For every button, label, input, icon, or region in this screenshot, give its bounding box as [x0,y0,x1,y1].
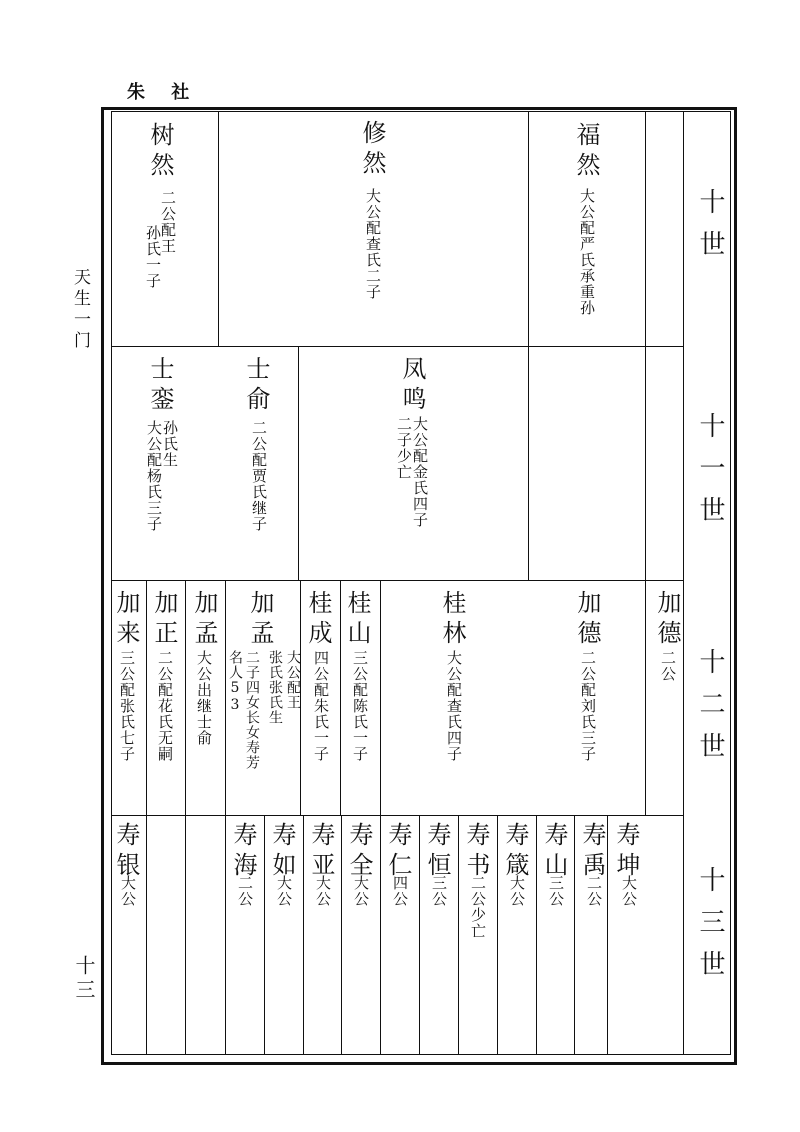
person-name: 寿书 [462,822,490,882]
person-note: 大公配查氏四子 [445,650,463,762]
person-name: 寿山 [540,822,568,882]
person-name: 桂山 [343,590,371,650]
person-name: 加来 [112,590,140,650]
person-note: 二子四女长女寿芳 [244,650,260,770]
person-note: 名人53 [227,650,243,714]
person-note: 大公配查氏二子 [364,188,382,300]
person-note: 三公配陈氏一子 [351,650,369,762]
person-note: 二公 [585,875,603,907]
person-name: 寿如 [268,822,296,882]
page-number: 十三 [72,955,96,1003]
person-name: 寿箴 [501,822,529,882]
person-note: 二子少亡 [395,416,413,480]
person-name: 寿坤 [612,822,640,882]
person-name: 寿禹 [578,822,606,882]
generation-label-12: 十二世 [695,648,725,774]
person-name: 士銮 [146,356,174,416]
person-note: 二公少亡 [469,875,487,939]
person-note: 二公 [236,875,254,907]
person-name: 寿恒 [423,822,451,882]
person-name: 寿全 [345,822,373,882]
person-note: 大公 [508,875,526,907]
person-note: 大公 [275,875,293,907]
person-note: 大公 [620,875,638,907]
person-note: 二公配贾氏继子 [250,420,268,532]
person-name: 加德 [573,590,601,650]
clan-label: 朱 社 [127,82,200,103]
person-name: 寿银 [112,822,140,882]
person-name: 寿亚 [307,822,335,882]
branch-title: 天生一门 [70,268,90,352]
person-note: 二公 [659,650,677,682]
person-note: 孙氏生 [161,420,179,468]
person-note: 大公配金氏四子 [411,416,429,528]
person-note: 三公配张氏七子 [118,650,136,762]
person-note: 大公配杨氏三子 [145,420,163,532]
person-name: 桂林 [438,590,466,650]
person-note: 孙氏一子 [144,225,162,289]
person-note: 二公配花氏无嗣 [156,650,174,762]
person-name: 寿仁 [384,822,412,882]
person-note: 大公配王 [285,650,301,710]
person-name: 加孟 [246,590,274,650]
person-name: 福然 [572,122,600,182]
generation-label-13: 十三世 [695,866,725,992]
page-frame-inner [111,111,731,1055]
person-note: 四公 [391,875,409,907]
person-note: 三公 [547,875,565,907]
person-note: 大公 [352,875,370,907]
person-note: 四公配朱氏一子 [312,650,330,762]
person-note: 二公配刘氏三子 [579,650,597,762]
person-note: 大公配严氏承重孙 [578,188,596,316]
person-name: 寿海 [229,822,257,882]
person-note: 大公 [119,875,137,907]
person-name: 树然 [146,122,174,182]
person-note: 张氏张氏生 [267,650,283,725]
person-note: 二公配王 [159,190,177,254]
generation-label-11: 十一世 [695,412,725,538]
person-name: 凤鸣 [398,356,426,416]
person-note: 三公 [430,875,448,907]
generation-label-10: 十世 [695,188,725,272]
person-note: 大公出继士俞 [195,650,213,746]
person-name: 加德 [653,590,681,650]
person-name: 修然 [358,120,386,180]
person-name: 桂成 [304,590,332,650]
person-note: 大公 [314,875,332,907]
person-name: 加正 [150,590,178,650]
person-name: 加孟 [190,590,218,650]
person-name: 士俞 [242,356,270,416]
